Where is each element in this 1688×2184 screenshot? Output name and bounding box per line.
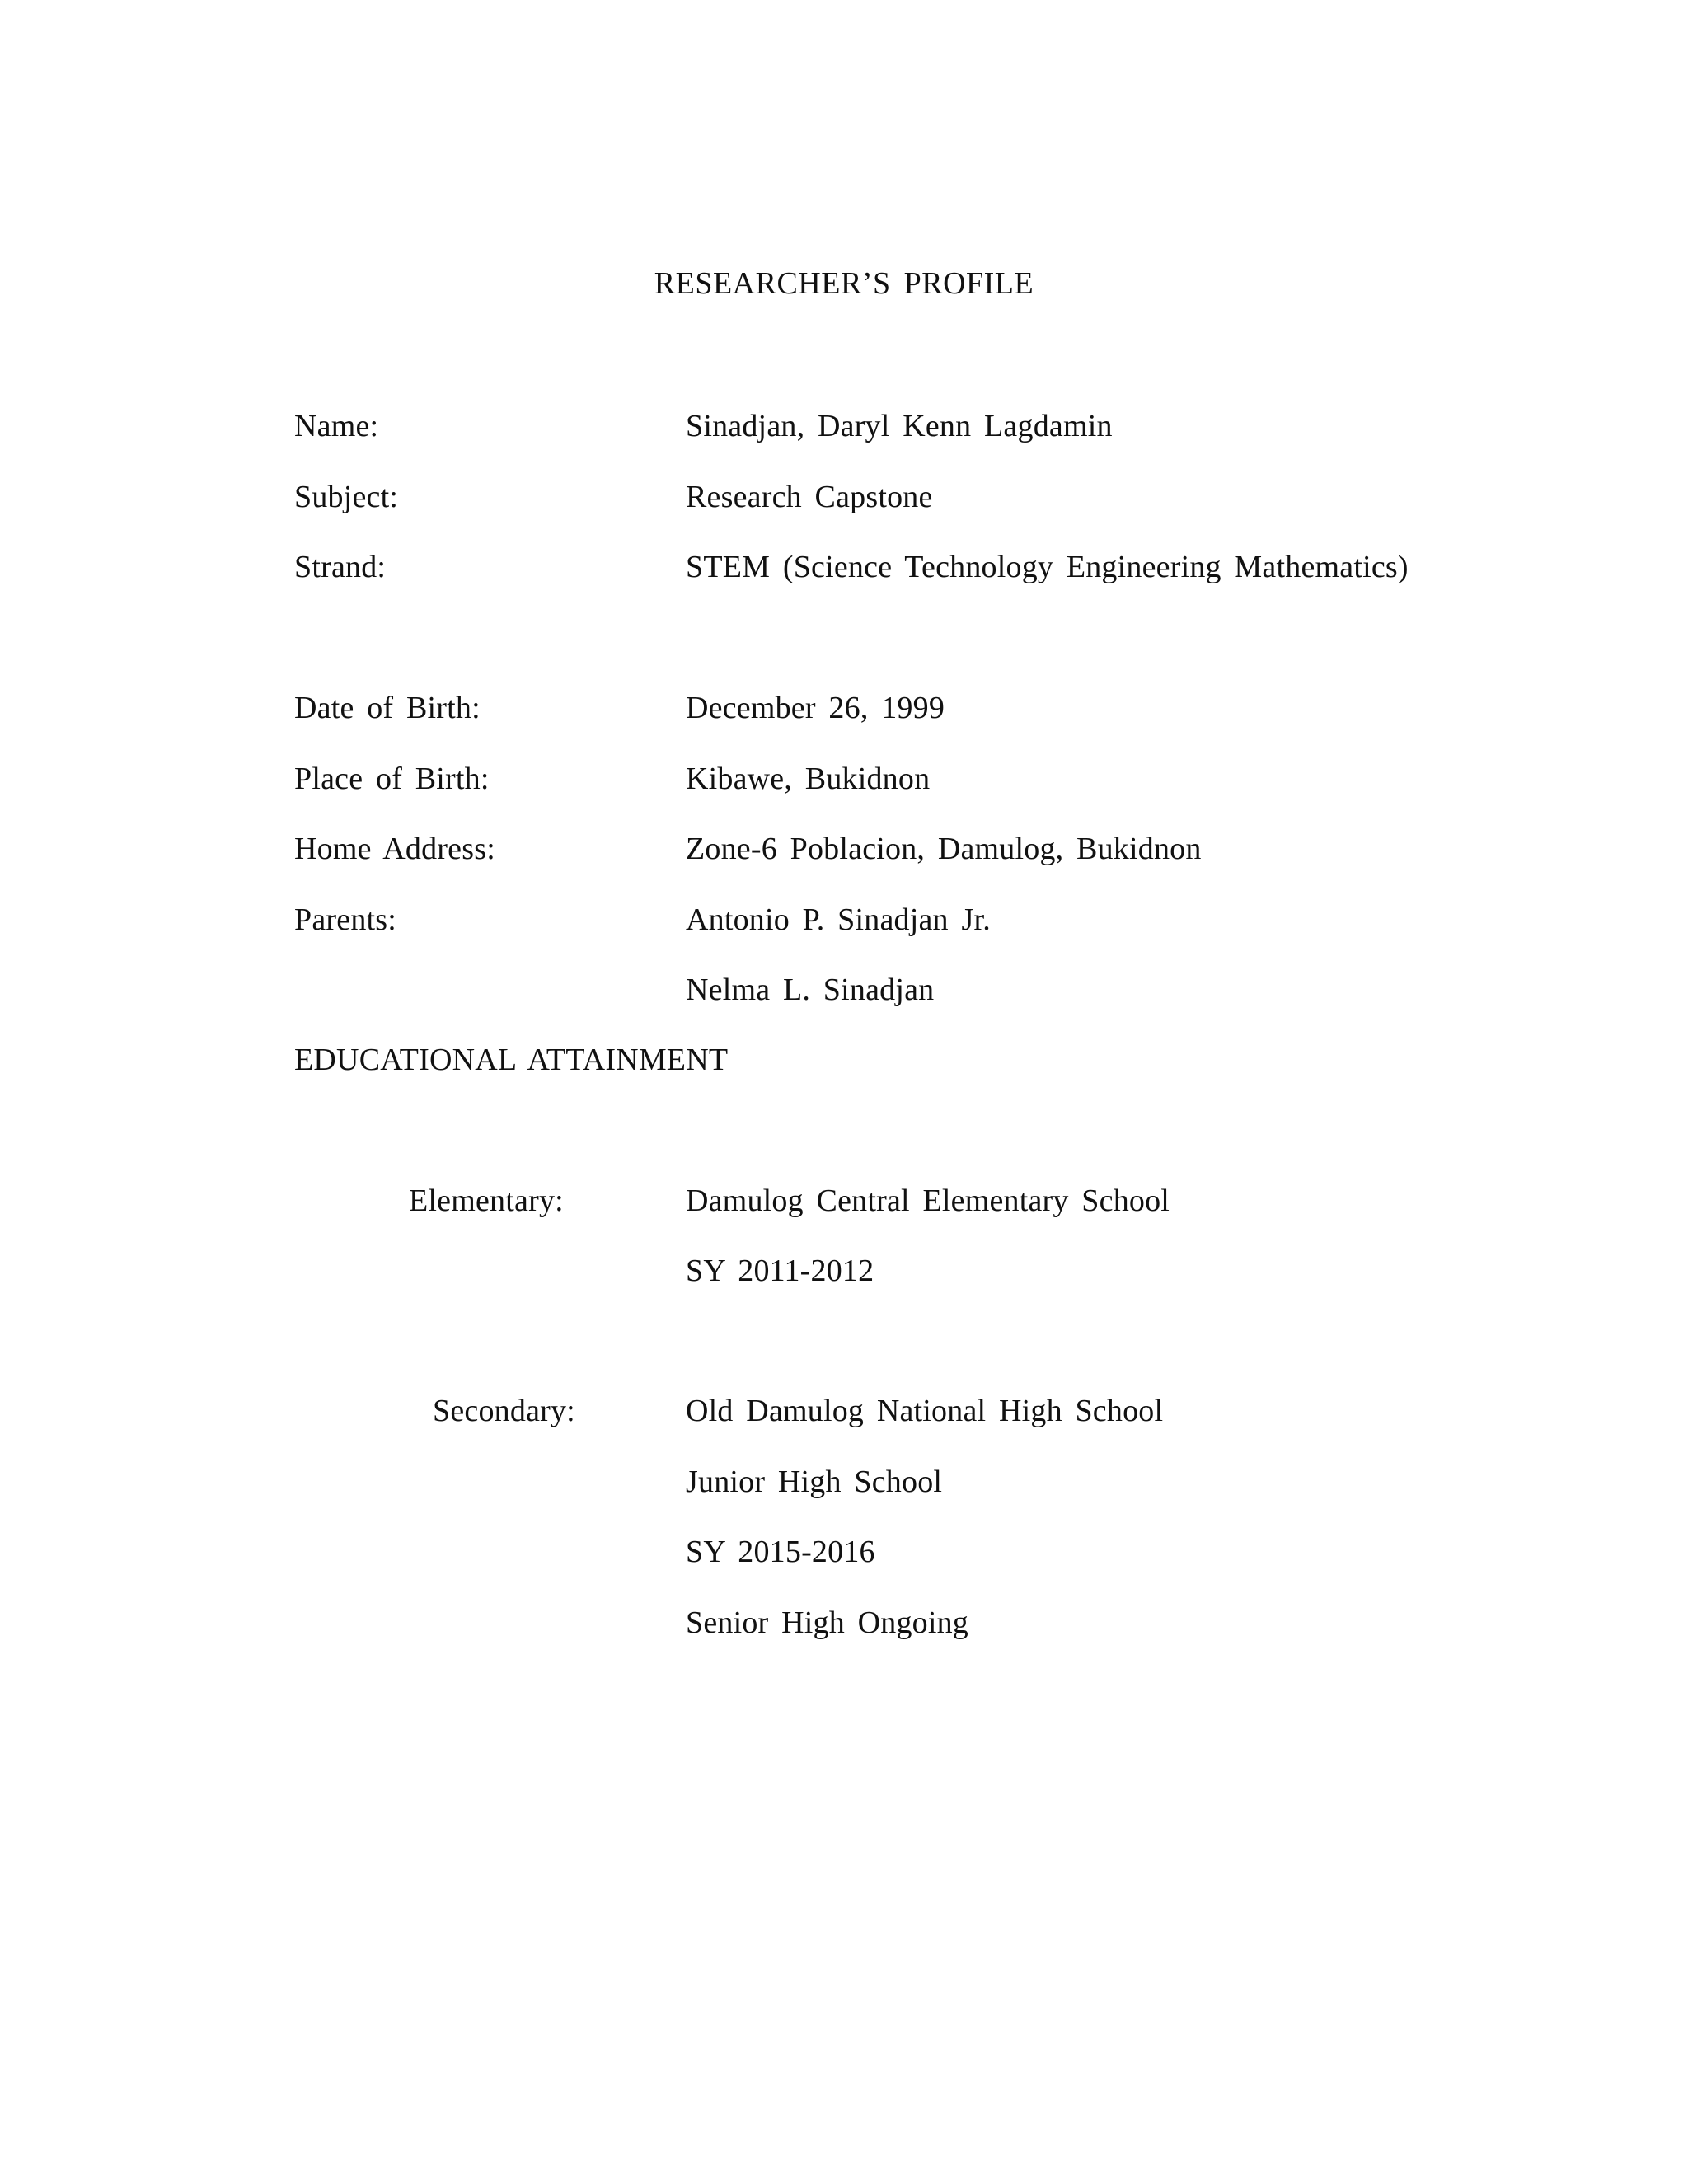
date-of-birth-value: December 26, 1999 [686,691,945,725]
secondary-label: Secondary: [433,1394,575,1428]
home-address-value: Zone-6 Poblacion, Damulog, Bukidnon [686,832,1202,866]
place-of-birth-label: Place of Birth: [294,762,490,796]
senior-high-line: Senior High Ongoing [686,1605,969,1640]
subject-value: Research Capstone [686,480,933,514]
place-of-birth-value: Kibawe, Bukidnon [686,762,931,796]
elementary-school: Damulog Central Elementary School [686,1183,1170,1218]
secondary-school-year: SY 2015-2016 [686,1535,875,1569]
parents-label: Parents: [294,902,397,937]
educational-attainment-heading: EDUCATIONAL ATTAINMENT [294,1043,729,1077]
elementary-label: Elementary: [409,1183,564,1218]
parent-name: Antonio P. Sinadjan Jr. [686,902,991,937]
junior-high-line: Junior High School [686,1465,943,1499]
secondary-school: Old Damulog National High School [686,1394,1164,1428]
strand-label: Strand: [294,550,387,584]
name-label: Name: [294,409,379,443]
elementary-school-year: SY 2011-2012 [686,1254,874,1288]
parent-name: Nelma L. Sinadjan [686,972,935,1007]
strand-value: STEM (Science Technology Engineering Mathematics) [686,550,1409,584]
name-value: Sinadjan, Daryl Kenn Lagdamin [686,409,1113,443]
home-address-label: Home Address: [294,832,495,866]
date-of-birth-label: Date of Birth: [294,691,481,725]
page-title: RESEARCHER’S PROFILE [654,266,1034,301]
subject-label: Subject: [294,480,399,514]
